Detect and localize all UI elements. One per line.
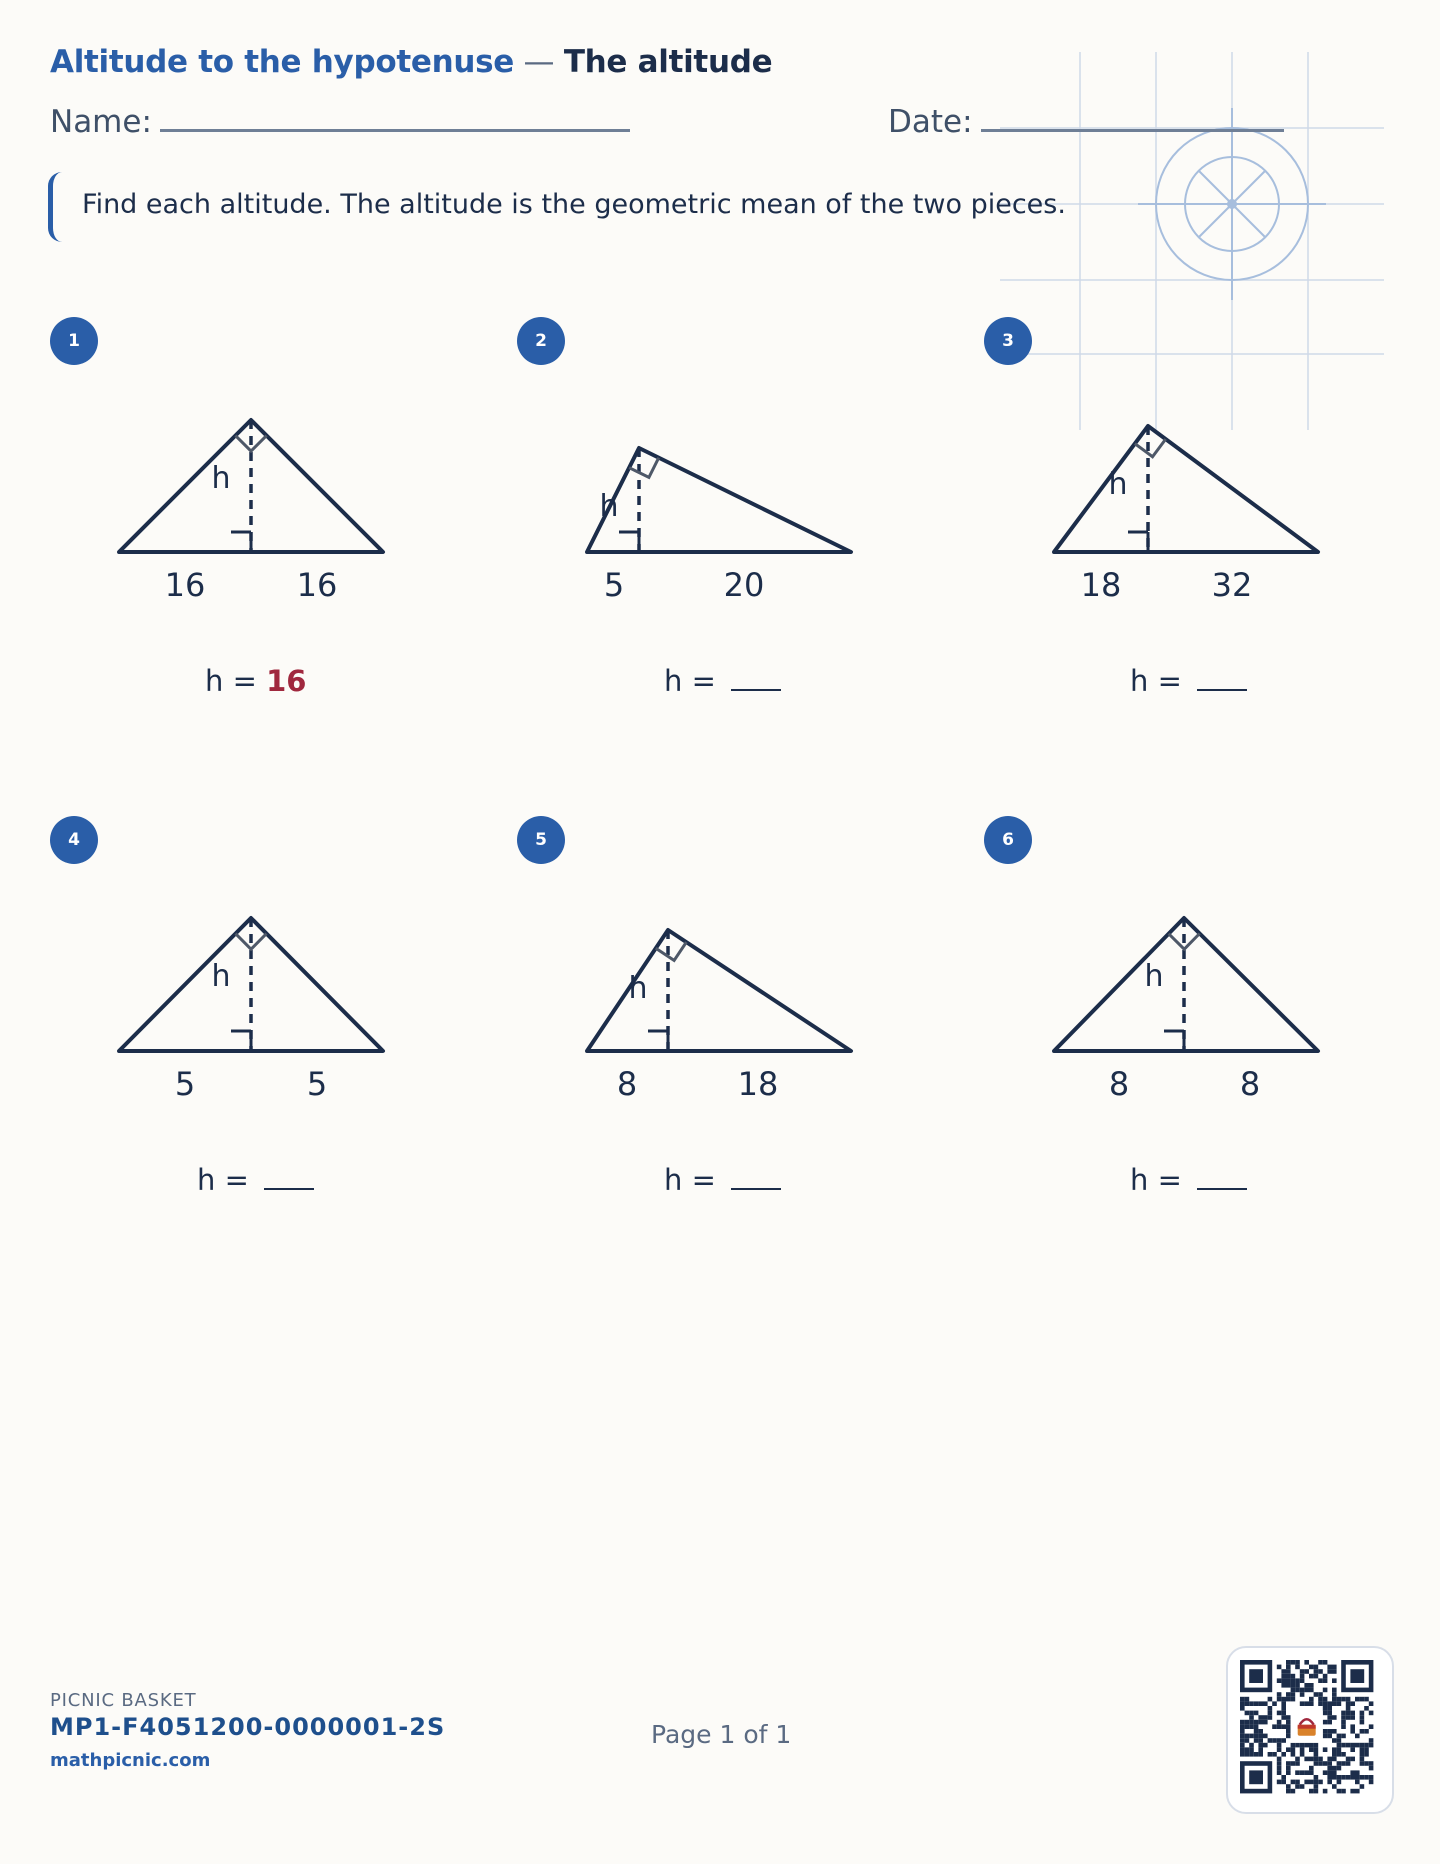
problem-number-badge: 2 [517,317,565,365]
answer-blank [1197,683,1247,691]
worksheet-title: Altitude to the hypotenuse — The altitude [50,44,773,80]
left-segment-label: 5 [174,1065,196,1103]
right-segment-label: 18 [737,1065,779,1103]
answer-line[interactable] [197,1163,314,1197]
answer-blank [264,1182,314,1190]
altitude-label: h [628,971,648,1006]
answer-prefix: h = [1130,1163,1192,1197]
answer-blank [1197,1182,1247,1190]
qr-code-icon [1226,1646,1394,1814]
problem-number-badge: 1 [50,317,98,365]
right-segment-label: 20 [723,566,765,604]
apex-right-angle-mark [656,942,687,960]
footer-code: MP1-F4051200-0000001-2S [50,1713,446,1741]
answer-line[interactable] [1130,664,1247,698]
left-segment-label: 5 [603,566,625,604]
altitude-label: h [599,489,619,524]
instructions-text: Find each altitude. The altitude is the geometric mean of the two pieces. [82,189,1066,220]
answer-line[interactable] [205,664,306,698]
page-number: Page 1 of 1 [651,1720,792,1749]
answer-blank [731,1182,781,1190]
name-line[interactable] [160,129,630,132]
date-line[interactable] [981,129,1284,132]
date-label: Date: [888,104,973,140]
left-segment-label: 8 [616,1065,638,1103]
left-segment-label: 18 [1080,566,1122,604]
problem-number-badge: 3 [984,317,1032,365]
right-segment-label: 5 [306,1065,328,1103]
answer-value: 16 [266,664,307,698]
answer-prefix: h = [664,664,726,698]
problem-number-badge: 4 [50,816,98,864]
footer-brand: PICNIC BASKET [50,1690,197,1711]
altitude-label: h [1108,467,1128,502]
answer-prefix: h = [1130,664,1192,698]
triangle-outline [587,930,851,1051]
answer-line[interactable] [664,664,781,698]
left-segment-label: 16 [164,566,206,604]
apex-right-angle-mark [629,458,659,478]
left-segment-label: 8 [1108,1065,1130,1103]
name-field [50,104,630,140]
answer-line[interactable] [664,1163,781,1197]
altitude-label: h [1144,959,1164,994]
instructions-box [48,172,1066,242]
answer-line[interactable] [1130,1163,1247,1197]
footer-site: mathpicnic.com [50,1750,211,1771]
triangle-outline [119,918,383,1051]
name-label: Name: [50,104,152,140]
answer-blank [731,683,781,691]
problem-number-badge: 5 [517,816,565,864]
right-segment-label: 16 [296,566,338,604]
altitude-label: h [211,461,231,496]
answer-prefix: h = [664,1163,726,1197]
right-segment-label: 32 [1211,566,1253,604]
right-segment-label: 8 [1239,1065,1261,1103]
altitude-label: h [211,959,231,994]
answer-prefix: h = [197,1163,259,1197]
apex-right-angle-mark [1135,439,1166,457]
apex-right-angle-mark [1169,933,1200,949]
problem-number-badge: 6 [984,816,1032,864]
triangle-outline [1054,918,1318,1051]
instructions-bracket [48,172,62,242]
apex-right-angle-mark [236,934,267,950]
triangle-outline [1054,426,1318,552]
date-field [888,104,1284,140]
answer-prefix: h = [205,664,267,698]
triangle-outline [587,448,851,552]
